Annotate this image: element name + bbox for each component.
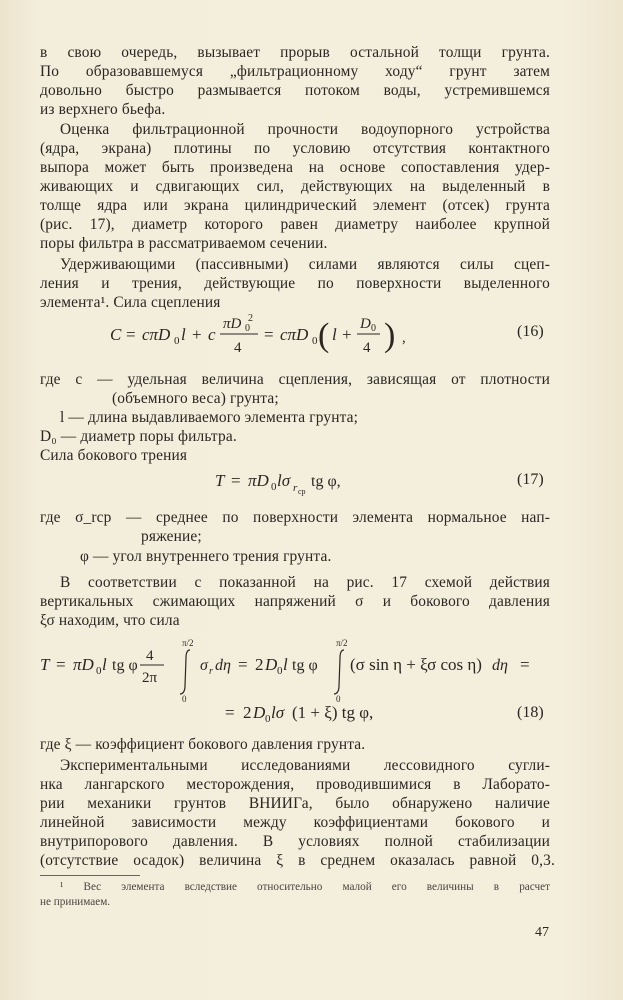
svg-text:π/2: π/2 xyxy=(336,638,348,648)
text-line: Экспериментальными исследованиями лессовидного сугли- xyxy=(60,757,550,774)
text-line: По образовавшемуся „фильтрационному ходу“ грунт затем xyxy=(40,63,550,80)
svg-text:l: l xyxy=(102,655,107,674)
svg-text:dη: dη xyxy=(215,657,231,674)
text-line: рии механики грунтов ВНИИГа, было обнаружено наличие xyxy=(40,795,550,812)
text-line: элемента¹. Сила сцепления xyxy=(40,294,221,311)
text-line: Сила бокового трения xyxy=(40,447,188,464)
text-line: Оценка фильтрационной прочности водоупорного устройства xyxy=(60,121,550,138)
text-line: (ядра, экрана) плотины по условию отсутствия контактного xyxy=(40,140,550,157)
svg-text:π/2: π/2 xyxy=(182,638,194,648)
footnote-line: ¹ Вес элемента вследствие относительно малой его величины в расчет xyxy=(60,881,550,893)
text-line: довольно быстро размывается потоком воды, устремившемся xyxy=(40,82,550,99)
svg-text:(1 + ξ) tg φ,: (1 + ξ) tg φ, xyxy=(292,703,374,722)
svg-text:0: 0 xyxy=(277,665,283,677)
svg-text:ср: ср xyxy=(298,487,306,496)
svg-text:l: l xyxy=(283,655,288,674)
svg-text:cπD: cπD xyxy=(280,325,309,344)
text-line: ξσ находим, что сила xyxy=(40,612,180,629)
page-number: 47 xyxy=(535,925,549,940)
text-line: ления и трения, действующие по поверхности выделенного xyxy=(40,275,550,292)
equation-number: (18) xyxy=(517,704,544,721)
text-line: нка лангарского месторождения, проводившимися в Лаборато- xyxy=(40,776,550,793)
svg-text:σ: σ xyxy=(200,657,208,674)
svg-text:=: = xyxy=(225,703,235,722)
svg-text:0: 0 xyxy=(174,335,180,347)
svg-text:=: = xyxy=(238,655,248,674)
svg-text:D: D xyxy=(265,655,278,674)
svg-text:cπD: cπD xyxy=(142,325,171,344)
text-line: (объемного веса) грунта; xyxy=(112,390,279,407)
svg-text:0: 0 xyxy=(312,335,318,347)
svg-text:D: D xyxy=(253,703,266,722)
svg-text:C: C xyxy=(110,325,122,344)
text-line: Удерживающими (пассивными) силами являются силы сцеп- xyxy=(60,256,550,273)
equation-number: (17) xyxy=(517,471,544,488)
svg-text:0: 0 xyxy=(182,694,187,704)
svg-text:T: T xyxy=(40,655,50,674)
svg-text:0: 0 xyxy=(96,665,102,677)
svg-text:tg φ: tg φ xyxy=(292,657,318,674)
text-line: где ξ — коэффициент бокового давления грунта. xyxy=(40,736,366,753)
svg-text:(σ sin η + ξσ cos η): (σ sin η + ξσ cos η) xyxy=(350,655,482,674)
text-line: линейной зависимости между коэффициентами бокового и xyxy=(40,814,550,831)
text-line: внутрипорового давления. В условиях полной стабилизации xyxy=(40,833,550,850)
text-line: l — длина выдавливаемого элемента грунта; xyxy=(60,409,359,426)
svg-text:πD: πD xyxy=(73,655,94,674)
svg-text:r: r xyxy=(209,666,213,677)
text-line: поры фильтра в рассматриваемом сечении. xyxy=(40,235,328,252)
svg-text:πD: πD xyxy=(248,471,269,490)
svg-text:2: 2 xyxy=(248,313,253,324)
svg-text:2π: 2π xyxy=(142,670,158,686)
svg-text:lσ: lσ xyxy=(271,703,285,722)
svg-text:l: l xyxy=(181,325,186,344)
text-line: живающих и сдвигающих сил, действующих на выделенный в xyxy=(40,178,550,195)
svg-text:tg φ,: tg φ, xyxy=(311,473,341,490)
svg-text:r: r xyxy=(293,482,298,494)
svg-text:0: 0 xyxy=(265,713,271,725)
svg-text:2: 2 xyxy=(243,703,252,722)
svg-text:=: = xyxy=(520,655,530,674)
svg-text:=: = xyxy=(231,471,241,490)
text-line: вертикальных сжимающих напряжений σ и бокового давления xyxy=(40,593,550,610)
text-line: (рис. 17), диаметр которого равен диаметру наиболее крупной xyxy=(40,216,550,233)
equation-number: (16) xyxy=(517,323,544,340)
svg-text:l: l xyxy=(332,325,337,344)
svg-text:tg φ: tg φ xyxy=(112,657,138,674)
svg-text:0: 0 xyxy=(271,481,277,493)
svg-text:4: 4 xyxy=(363,340,371,356)
text-line: из верхнего бьефа. xyxy=(40,101,166,118)
svg-text:0: 0 xyxy=(336,694,341,704)
svg-text:c: c xyxy=(208,325,216,344)
svg-text:0: 0 xyxy=(245,323,250,334)
equation-18 xyxy=(40,630,560,725)
text-line: φ — угол внутреннего трения грунта. xyxy=(80,548,332,565)
svg-text:0: 0 xyxy=(371,323,376,334)
svg-text:): ) xyxy=(384,317,396,354)
svg-text:=: = xyxy=(126,325,136,344)
svg-text:=: = xyxy=(264,325,274,344)
svg-text:4: 4 xyxy=(146,648,154,664)
text-line: где σ_rср — среднее по поверхности элемента нормальное нап- xyxy=(40,509,550,526)
svg-text:2: 2 xyxy=(255,655,264,674)
svg-text:lσ: lσ xyxy=(277,471,291,490)
svg-text:,: , xyxy=(402,330,406,346)
svg-text:+: + xyxy=(192,325,202,344)
svg-text:(: ( xyxy=(318,317,330,354)
equation-17 xyxy=(215,466,355,494)
text-line: (отсутствие осадок) величина ξ в среднем оказалась равной 0,3. xyxy=(40,852,555,869)
svg-text:dη: dη xyxy=(492,657,508,674)
svg-text:+: + xyxy=(342,325,352,344)
text-line: в свою очередь, вызывает прорыв остальной толщи грунта. xyxy=(40,44,550,61)
text-line: ряжение; xyxy=(141,528,202,545)
text-line: В соответствии с показанной на рис. 17 схемой действия xyxy=(60,574,550,591)
svg-text:=: = xyxy=(56,655,66,674)
svg-text:4: 4 xyxy=(234,340,242,356)
svg-text:πD: πD xyxy=(223,316,242,332)
footnote-divider xyxy=(40,875,140,876)
text-line: D₀ — диаметр поры фильтра. xyxy=(40,428,237,445)
svg-text:D: D xyxy=(360,316,371,332)
text-line: выпора может быть произведена на основе сопоставления удер- xyxy=(40,159,550,176)
equation-16 xyxy=(110,310,450,362)
text-line: где c — удельная величина сцепления, зависящая от плотности xyxy=(40,371,550,388)
text-line: толще ядра или экрана цилиндрический элемент (отсек) грунта xyxy=(40,197,550,214)
footnote-line: не принимаем. xyxy=(40,896,111,908)
svg-text:T: T xyxy=(215,471,225,490)
